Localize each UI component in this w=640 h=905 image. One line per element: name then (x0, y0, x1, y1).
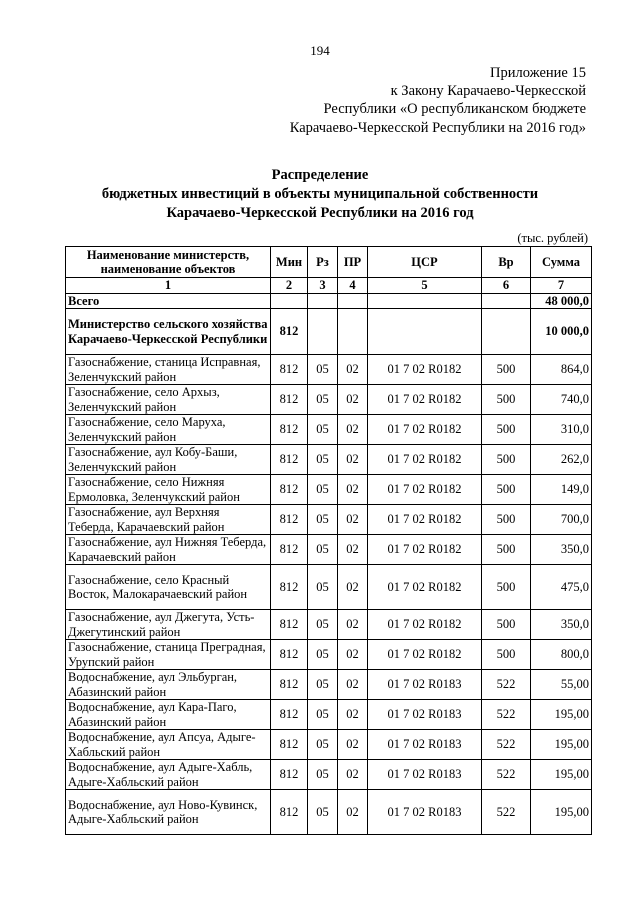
table-row (66, 610, 592, 640)
row-csr: 01 7 02 R0183 (368, 790, 482, 835)
row-sum: 310,0 (531, 415, 592, 445)
row-pr: 02 (338, 700, 368, 730)
row-pr: 02 (338, 640, 368, 670)
column-number: 7 (531, 278, 592, 294)
row-sum: 350,0 (531, 610, 592, 640)
header-rz: Рз (308, 247, 338, 278)
row-pr: 02 (338, 535, 368, 565)
row-vr: 500 (482, 610, 531, 640)
row-name: Газоснабжение, аул Джегута, Усть-Джегутинский район (66, 610, 271, 640)
row-min: 812 (271, 415, 308, 445)
row-name: Газоснабжение, село Маруха, Зеленчукский район (66, 415, 271, 445)
row-rz: 05 (308, 700, 338, 730)
row-sum: 475,0 (531, 565, 592, 610)
row-rz: 05 (308, 385, 338, 415)
table-row (66, 445, 592, 475)
column-number: 6 (482, 278, 531, 294)
row-name: Газоснабжение, аул Верхняя Теберда, Карачаевский район (66, 505, 271, 535)
row-pr: 02 (338, 610, 368, 640)
row-pr: 02 (338, 670, 368, 700)
row-csr: 01 7 02 R0182 (368, 355, 482, 385)
appendix-line-1: Приложение 15 (490, 65, 586, 81)
total-label: Всего (66, 293, 271, 309)
row-name: Газоснабжение, станица Исправная, Зеленчукский район (66, 355, 271, 385)
row-vr: 522 (482, 730, 531, 760)
row-vr: 522 (482, 760, 531, 790)
row-csr: 01 7 02 R0182 (368, 475, 482, 505)
row-csr: 01 7 02 R0182 (368, 505, 482, 535)
table-row (66, 790, 592, 835)
header-min: Мин (271, 247, 308, 278)
row-rz: 05 (308, 415, 338, 445)
column-number: 2 (271, 278, 308, 294)
row-vr: 500 (482, 475, 531, 505)
row-csr: 01 7 02 R0182 (368, 535, 482, 565)
row-vr: 500 (482, 505, 531, 535)
title-line-3: Карачаево-Черкесской Республики на 2016 год (166, 205, 474, 221)
row-min: 812 (271, 640, 308, 670)
row-sum: 195,00 (531, 700, 592, 730)
row-vr: 500 (482, 445, 531, 475)
row-name: Газоснабжение, село Красный Восток, Малокарачаевский район (66, 565, 271, 610)
table-row (66, 415, 592, 445)
row-name: Водоснабжение, аул Кара-Паго, Абазинский район (66, 700, 271, 730)
row-csr: 01 7 02 R0182 (368, 385, 482, 415)
row-name: Водоснабжение, аул Адыге-Хабль, Адыге-Хабльский район (66, 760, 271, 790)
table-row (66, 700, 592, 730)
row-min: 812 (271, 355, 308, 385)
row-min: 812 (271, 565, 308, 610)
column-number: 4 (338, 278, 368, 294)
row-sum: 55,00 (531, 670, 592, 700)
header-csr: ЦСР (368, 247, 482, 278)
row-name: Водоснабжение, аул Апсуа, Адыге-Хабльский район (66, 730, 271, 760)
column-number: 5 (368, 278, 482, 294)
row-pr: 02 (338, 415, 368, 445)
row-min: 812 (271, 700, 308, 730)
row-vr: 500 (482, 385, 531, 415)
row-sum: 195,00 (531, 790, 592, 835)
row-sum: 864,0 (531, 355, 592, 385)
row-name: Газоснабжение, аул Нижняя Теберда, Карачаевский район (66, 535, 271, 565)
row-vr: 522 (482, 790, 531, 835)
row-pr: 02 (338, 565, 368, 610)
row-name: Водоснабжение, аул Эльбурган, Абазинский район (66, 670, 271, 700)
row-rz: 05 (308, 505, 338, 535)
row-pr: 02 (338, 760, 368, 790)
ministry-sum: 10 000,0 (531, 309, 592, 355)
row-sum: 262,0 (531, 445, 592, 475)
row-pr: 02 (338, 790, 368, 835)
header-name: Наименование министерств, наименование объектов (66, 247, 271, 278)
header-vr: Вр (482, 247, 531, 278)
title-line-2: бюджетных инвестиций в объекты муниципальной собственности (101, 186, 539, 202)
row-sum: 800,0 (531, 640, 592, 670)
row-min: 812 (271, 505, 308, 535)
row-pr: 02 (338, 445, 368, 475)
row-sum: 149,0 (531, 475, 592, 505)
row-vr: 500 (482, 640, 531, 670)
row-csr: 01 7 02 R0182 (368, 565, 482, 610)
row-name: Газоснабжение, село Архыз, Зеленчукский район (66, 385, 271, 415)
row-rz: 05 (308, 475, 338, 505)
table-row (66, 760, 592, 790)
row-name: Газоснабжение, станица Преградная, Урупский район (66, 640, 271, 670)
row-csr: 01 7 02 R0182 (368, 640, 482, 670)
row-min: 812 (271, 445, 308, 475)
appendix-line-2: к Закону Карачаево-Черкесской (390, 83, 586, 100)
table-row (66, 505, 592, 535)
row-min: 812 (271, 790, 308, 835)
appendix-line-4: Карачаево-Черкесской Республики на 2016 год» (289, 119, 586, 136)
row-min: 812 (271, 760, 308, 790)
row-min: 812 (271, 475, 308, 505)
row-rz: 05 (308, 670, 338, 700)
column-number: 1 (66, 278, 271, 294)
row-min: 812 (271, 670, 308, 700)
header-sum: Сумма (531, 247, 592, 278)
row-vr: 522 (482, 700, 531, 730)
row-pr: 02 (338, 355, 368, 385)
row-min: 812 (271, 610, 308, 640)
row-sum: 195,00 (531, 760, 592, 790)
column-number-row (66, 278, 592, 294)
row-sum: 700,0 (531, 505, 592, 535)
column-number: 3 (308, 278, 338, 294)
ministry-min: 812 (271, 309, 308, 355)
row-pr: 02 (338, 475, 368, 505)
row-vr: 500 (482, 415, 531, 445)
page-number: 194 (310, 43, 330, 58)
row-pr: 02 (338, 505, 368, 535)
row-rz: 05 (308, 355, 338, 385)
table-row (66, 565, 592, 610)
row-csr: 01 7 02 R0182 (368, 445, 482, 475)
row-rz: 05 (308, 760, 338, 790)
row-vr: 500 (482, 565, 531, 610)
row-csr: 01 7 02 R0182 (368, 610, 482, 640)
row-csr: 01 7 02 R0183 (368, 760, 482, 790)
row-rz: 05 (308, 730, 338, 760)
budget-table (65, 246, 592, 835)
row-pr: 02 (338, 730, 368, 760)
total-sum: 48 000,0 (531, 293, 592, 309)
table-row (66, 535, 592, 565)
row-vr: 500 (482, 355, 531, 385)
row-sum: 195,00 (531, 730, 592, 760)
row-csr: 01 7 02 R0182 (368, 415, 482, 445)
document-title (0, 166, 640, 223)
row-rz: 05 (308, 790, 338, 835)
table-row (66, 355, 592, 385)
row-name: Водоснабжение, аул Ново-Кувинск, Адыге-Хабльский район (66, 790, 271, 835)
table-header-row (66, 247, 592, 278)
table-row (66, 640, 592, 670)
row-rz: 05 (308, 445, 338, 475)
row-sum: 740,0 (531, 385, 592, 415)
row-rz: 05 (308, 535, 338, 565)
row-csr: 01 7 02 R0183 (368, 730, 482, 760)
row-vr: 522 (482, 670, 531, 700)
ministry-row (66, 309, 592, 355)
total-row (66, 293, 592, 309)
row-csr: 01 7 02 R0183 (368, 700, 482, 730)
row-name: Газоснабжение, село Нижняя Ермоловка, Зеленчукский район (66, 475, 271, 505)
row-csr: 01 7 02 R0183 (368, 670, 482, 700)
unit-label: (тыс. рублей) (517, 231, 588, 245)
title-line-1: Распределение (271, 167, 369, 183)
ministry-name: Министерство сельского хозяйства Карачаево-Черкесской Республики (66, 309, 271, 355)
row-sum: 350,0 (531, 535, 592, 565)
row-pr: 02 (338, 385, 368, 415)
row-vr: 500 (482, 535, 531, 565)
row-rz: 05 (308, 565, 338, 610)
row-min: 812 (271, 730, 308, 760)
row-rz: 05 (308, 640, 338, 670)
table-row (66, 730, 592, 760)
table-row (66, 475, 592, 505)
table-row (66, 670, 592, 700)
table-row (66, 385, 592, 415)
appendix-header (290, 64, 586, 137)
row-rz: 05 (308, 610, 338, 640)
row-min: 812 (271, 385, 308, 415)
header-pr: ПР (338, 247, 368, 278)
appendix-line-3: Республики «О республиканском бюджете (323, 101, 586, 118)
row-min: 812 (271, 535, 308, 565)
row-name: Газоснабжение, аул Кобу-Баши, Зеленчукский район (66, 445, 271, 475)
